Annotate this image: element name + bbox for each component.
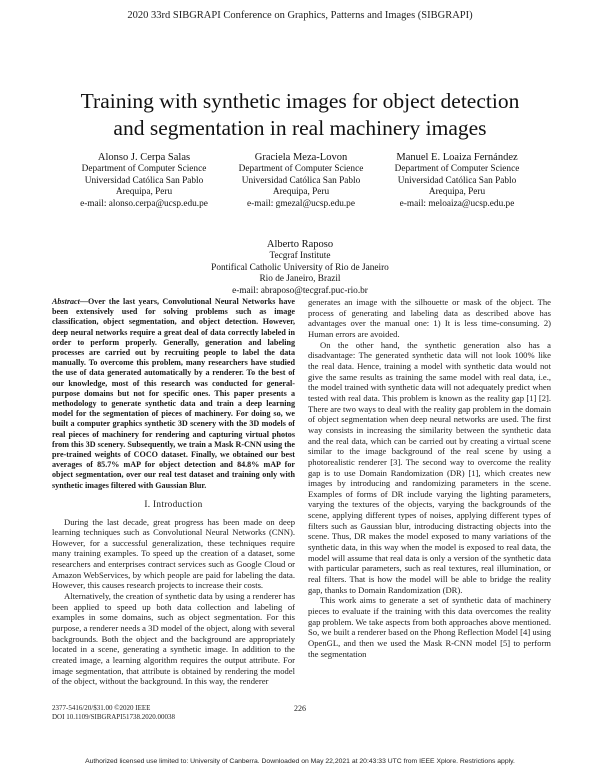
author-block <box>205 238 395 297</box>
author-email[interactable]: e-mail: meloaiza@ucsp.edu.pe <box>399 198 515 209</box>
author-city: Rio de Janeiro, Brazil <box>259 274 341 285</box>
author-dept: Department of Computer Science <box>394 164 520 174</box>
author-name: Graciela Meza-Lovon <box>254 152 348 163</box>
author-block <box>362 151 552 210</box>
author-inst: Universidad Católica San Pablo <box>241 175 361 186</box>
paragraph: During the last decade, great progress has been made on deep learning techniques such as Convolutional Neural Networks (CNN). However, for a successful generalization, these techniques require many training examples. To speed up the creation of a dataset, some researchers and enterprises contract services such as Google Cloud or Amazon WebServices, by which people are paid for labeling the data. However, this causes research projects to increase their costs. <box>52 516 295 591</box>
left-column <box>52 297 295 687</box>
author-email[interactable]: e-mail: gmezal@ucsp.edu.pe <box>247 198 355 209</box>
author-city: Arequipa, Peru <box>272 187 330 198</box>
author-inst: Universidad Católica San Pablo <box>397 175 517 186</box>
author-inst: Pontifical Catholic University of Rio de Janeiro <box>211 262 389 273</box>
author-inst: Universidad Católica San Pablo <box>84 175 204 186</box>
author-name: Alonso J. Cerpa Salas <box>97 152 191 163</box>
author-city: Arequipa, Peru <box>115 187 173 198</box>
author-name: Alberto Raposo <box>266 239 334 250</box>
conference-header: 2020 33rd SIBGRAPI Conference on Graphics, Patterns and Images (SIBGRAPI) <box>127 10 473 21</box>
author-city: Arequipa, Peru <box>428 187 486 198</box>
author-email[interactable]: e-mail: alonso.cerpa@ucsp.edu.pe <box>80 198 208 209</box>
title-line-1: Training with synthetic images for object detection <box>80 89 520 113</box>
paragraph: This work aims to generate a set of synthetic data of machinery pieces to evaluate if the training with this data overcomes the reality gap problem. We take aspects from both approaches above mentioned. So, we built a renderer based on the Phong Reflection Model [4] using OpenGL, and then we used the Mask R-CNN model [5] to perform the segmentation <box>308 595 551 659</box>
author-email[interactable]: e-mail: abraposo@tecgraf.puc-rio.br <box>232 285 368 296</box>
abstract-lead: Abstract <box>52 297 80 306</box>
author-list <box>0 151 600 296</box>
abstract-text: —Over the last years, Convolutional Neural Networks have been extensively used for solving problems such as image classification, object segmentation, and object detection. However, deep neural networks require a great deal of data correctly labeled in order to perform properly. Generally, generation and labeling processes are carried out by recruiting people to label the data manually. To overcome this problem, many researchers have studied the use of data generated automatically by a renderer. To the best of our knowledge, most of this research was conducted for general-purpose domains but not for specific ones. This paper presents a methodology to generate synthetic data and train a deep learning model for the segmentation of pieces of machinery. For doing so, we built a computer graphics synthetic 3D scenery with the 3D models of real pieces of machinery for rendering and capturing virtual photos from this 3D scenery. Subsequently, we train a Mask R-CNN using the pre-trained weights of COCO dataset. Finally, we obtained our best averages of 85.7% mAP for object detection and 84.8% mAP for object segmentation, over our real test dataset and training only with synthetic images filtered with Gaussian Blur. <box>52 297 295 490</box>
author-dept: Tecgraf Institute <box>269 251 331 261</box>
issn-line: 2377-5416/20/$31.00 ©2020 IEEE <box>52 704 151 712</box>
right-column <box>308 297 551 659</box>
author-name: Manuel E. Loaiza Fernández <box>396 152 518 163</box>
author-dept: Department of Computer Science <box>81 164 207 174</box>
paragraph: Alternatively, the creation of synthetic data by using a renderer has been applied to speed up both data collection and labeling of examples in some domains, such as object segmentation. For this purpose, a renderer needs a 3D model of the object, along with several backgrounds. Both the object and the background are appropriately located in a scene, generating a synthetic image. In addition to the created image, a learning algorithm requires the output attribute. For image segmentation, that attribute is obtained by rendering the model of the object, without the background. In this way, the renderer <box>52 591 295 687</box>
paragraph: generates an image with the silhouette or mask of the object. The process of generating and labeling data as described above has advantages over the manual one: 1) It is less time-consuming. 2) Human errors are avoided. <box>308 297 551 339</box>
section-heading: I. Introduction <box>144 499 203 510</box>
abstract <box>52 297 295 491</box>
doi-line[interactable]: DOI 10.1109/SIBGRAPI51738.2020.00038 <box>52 713 176 721</box>
paper-title <box>40 88 560 142</box>
paragraph: On the other hand, the synthetic generation also has a disadvantage: The generated synthetic data will not look 100% like the real data. Hence, training a model with synthetic data would not give the same results as training the same model with real data, i.e., the model trained with synthetic data will not adequately predict when tested with real data. This problem is known as the reality gap [1] [2]. There are two ways to deal with the reality gap problem in the domain of object segmentation when deep neural networks are used. The first way consists in increasing the similarity between the synthetic data and the real data, which can be carried out by creating a virtual scene similar to the image background of the real scene by using a photorealistic renderer [3]. The second way to overcome the reality gap is to use Domain Randomization (DR) [1], which creates new images by introducing and randomizing parameters in the scene. Examples of forms of DR include varying the lighting parameters, varying the textures of the objects, varying the backgrounds of the scene, applying different types of noises, applying different types of filters such as Gaussian blur, introducing distracting objects into the scene. Thus, DR makes the model exposed to many variations of the synthetic data, in this way when the model is exposed to real data, the model will assume that real data is only a version of the synthetic data with particular parameters, such as real textures, real illumination, or real filters. That is how the model will be able to bridge the reality gap, thanks to Domain Randomization (DR). <box>308 339 551 595</box>
page-number: 226 <box>294 704 306 713</box>
license-notice: Authorized licensed use limited to: University of Canberra. Downloaded on May 22,2021 at 20:43:33 UTC from IEEE Xplore. Restrictions apply. <box>85 758 515 765</box>
author-dept: Department of Computer Science <box>238 164 364 174</box>
title-line-2: and segmentation in real machinery images <box>113 116 487 140</box>
